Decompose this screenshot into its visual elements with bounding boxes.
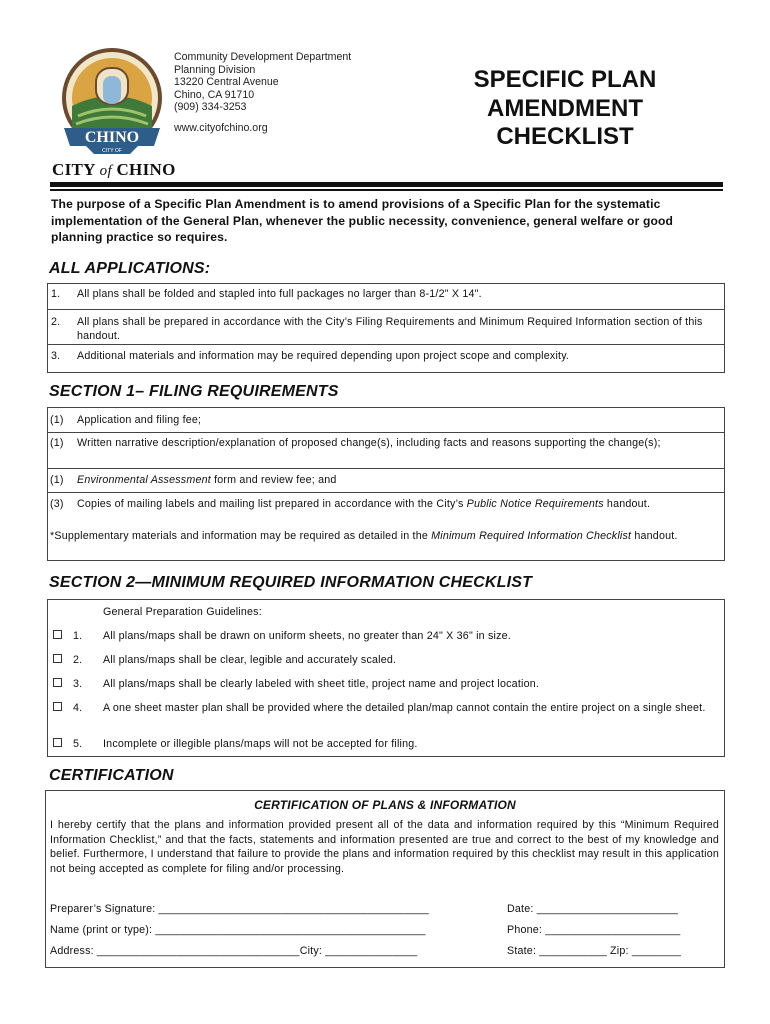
- preparer-signature-field[interactable]: Preparer’s Signature: ____________________________________________: [50, 903, 429, 915]
- guidelines-subhead: General Preparation Guidelines:: [103, 606, 262, 618]
- all-applications-box: [47, 283, 725, 373]
- name-field[interactable]: Name (print or type): ____________________________________________: [50, 924, 426, 936]
- list-item: (3) Copies of mailing labels and mailing list prepared in accordance with the City’s Public Notice Requirements handout.: [50, 498, 651, 510]
- list-item: (1) Application and filing fee;: [50, 414, 202, 426]
- city-wordmark: CITY of CHINO: [52, 160, 176, 179]
- certification-box-title: CERTIFICATION OF PLANS & INFORMATION: [254, 798, 516, 812]
- list-item: 2. All plans shall be prepared in accordance with the City’s Filing Requirements and Minimum Required Information section of this handout.: [51, 316, 703, 342]
- phone-number: (909) 334-3253: [174, 101, 247, 114]
- department-address: [174, 51, 351, 135]
- date-field[interactable]: Date: _______________________: [507, 903, 679, 915]
- row-divider: [48, 492, 724, 493]
- website-link[interactable]: www.cityofchino.org: [174, 121, 268, 134]
- list-item: (1) Written narrative description/explanation of proposed change(s), including facts and reasons supporting the change(s);: [50, 437, 661, 449]
- list-item: 4. A one sheet master plan shall be provided where the detailed plan/map cannot contain the entire project on a single sheet.: [73, 702, 706, 714]
- row-divider: [48, 432, 724, 433]
- row-divider: [48, 309, 724, 310]
- certification-box: [45, 790, 725, 968]
- section2-heading: SECTION 2—MINIMUM REQUIRED INFORMATION CHECKLIST: [49, 574, 533, 591]
- minimum-info-box: [47, 599, 725, 757]
- list-item: 3. All plans/maps shall be clearly labeled with sheet title, project name and project location.: [73, 678, 540, 690]
- checkbox[interactable]: [53, 630, 62, 639]
- filing-requirements-box: [47, 407, 725, 561]
- list-item: (1) Environmental Assessment form and review fee; and: [50, 474, 337, 486]
- city-state-zip: Chino, CA 91710: [174, 88, 255, 101]
- row-divider: [48, 344, 724, 345]
- list-item: 5. Incomplete or illegible plans/maps will not be accepted for filing.: [73, 738, 418, 750]
- checkbox[interactable]: [53, 654, 62, 663]
- header-rule-thick: [50, 182, 723, 187]
- division-name: Planning Division: [174, 63, 256, 76]
- checkbox[interactable]: [53, 678, 62, 687]
- checkbox[interactable]: [53, 702, 62, 711]
- document-title: SPECIFIC PLAN AMENDMENT CHECKLIST: [473, 66, 657, 150]
- address-city-field[interactable]: Address: _________________________________City: _______________: [50, 945, 418, 957]
- svg-text:CITY OF: CITY OF: [102, 148, 122, 154]
- checkbox[interactable]: [53, 738, 62, 747]
- supplementary-note: *Supplementary materials and information may be required as detailed in the Minimum Required Information Checklist handout.: [50, 530, 678, 542]
- state-zip-field[interactable]: State: ___________ Zip: ________: [507, 945, 681, 957]
- department-name: Community Development Department: [174, 51, 352, 63]
- street-address: 13220 Central Avenue: [174, 76, 279, 89]
- list-item: 1. All plans shall be folded and stapled into full packages no larger than 8-1/2" X 14".: [51, 288, 482, 300]
- certification-heading: CERTIFICATION: [49, 767, 174, 784]
- city-seal-logo: [56, 46, 168, 158]
- header-rule-thin: [50, 189, 723, 191]
- svg-text:CHINO: CHINO: [84, 129, 140, 146]
- list-item: 2. All plans/maps shall be clear, legible and accurately scaled.: [73, 654, 397, 666]
- certification-statement: I hereby certify that the plans and information provided present all of the data and information required by this “Minimum Required Information Checklist,” and that the facts, statements and information presented are true and correct to the best of my knowledge and belief. Furthermore, I understand that failure to provide the plans and information required by this checklist may result in this application not being accepted as complete for filing and/or processing.: [50, 819, 719, 875]
- all-applications-heading: ALL APPLICATIONS:: [49, 260, 211, 277]
- list-item: 3. Additional materials and information may be required depending upon project scope and complexity.: [51, 350, 570, 362]
- phone-field[interactable]: Phone: ______________________: [507, 924, 681, 936]
- row-divider: [48, 468, 724, 469]
- purpose-statement: The purpose of a Specific Plan Amendment is to amend provisions of a Specific Plan for the systematic implementation of the General Plan, whenever the public necessity, convenience, general welfare or good planning practice so requires.: [51, 197, 674, 244]
- list-item: 1. All plans/maps shall be drawn on uniform sheets, no greater than 24" X 36" in size.: [73, 630, 511, 642]
- section1-heading: SECTION 1– FILING REQUIREMENTS: [49, 383, 339, 400]
